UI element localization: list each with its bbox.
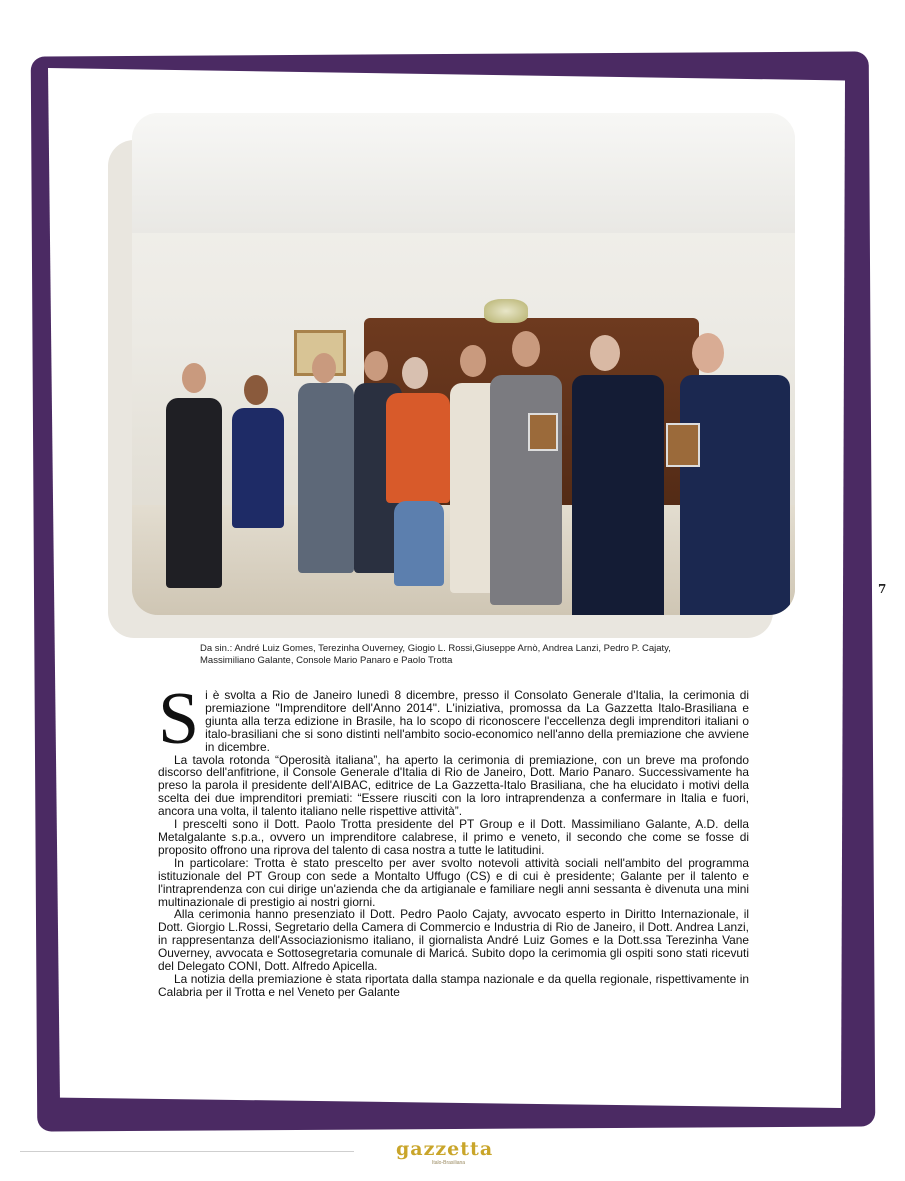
award-plaque [666,423,700,467]
group-photo [132,113,795,615]
page-number: 7 [878,582,887,596]
article-paragraph: Alla cerimonia hanno presenziato il Dott. Pedro Paolo Cajaty, avvocato esperto in Diritto Internazionale, il Dott. Giorgio L.Rossi, Segretario della Camera di Commercio e Industria di Rio de Janeiro, il Dott. Andrea Lanzi, in rappresentanza dell'Associazionismo italiano, il giornalista André Luiz Gomes e la Dott.ssa Terezinha Vane Ouverney, avvocata e Sottosegretaria comunale di Maricá. Subito dopo la cerimomia gli ospiti sono stati ricevuti del Delegato CONI, Dott. Alfredo Apicella. [158,907,749,974]
gazzetta-logo [396,1138,508,1166]
award-plaque [528,413,558,451]
vase [484,299,528,323]
article-paragraph: Si è svolta a Rio de Janeiro lunedì 8 dicembre, presso il Consolato Generale d'Italia, la cerimonia di premiazione "Imprenditore dell'Anno 2014". L'iniziativa, promossa da La Gazzetta Italo-Brasiliana e giunta alla terza edizione in Brasile, ha lo scopo di riconoscere l'eccellenza degli imprenditori italiani o italo-brasiliani che si sono distinti nell'ambito socio-economico nell'anno della premiazione che avviene in dicembre. [158,678,749,760]
drop-cap: S [158,678,200,760]
footer-divider [20,1151,354,1152]
logo-subtitle: Italo-Brasiliana [432,1160,466,1166]
article-body [158,678,749,999]
article-paragraph: In particolare: Trotta è stato prescelto per aver svolto notevoli attività sociali nell'ambito del programma istituzionale del PT Group con sede a Montalto Uffugo (CS) e di cui è presidente; Galante per il talento e l'intraprendenza con cui dirige un'azienda che da artigianale e familiare negli anni sessanta è divenuta una mini multinazionale di prestigio ai nostri giorni. [158,855,749,909]
logo-text: gazzetta [396,1138,494,1160]
article-paragraph: La tavola rotonda “Operosità italiana”, ha aperto la cerimonia di premiazione, con un breve ma profondo discorso dell'anfitrione, il Console Generale d'Italia di Rio de Janeiro, Dott. Mario Panaro. Successivamente ha preso la parola il presidente dell'AIBAC, editrice de La Gazzetta-Italo Brasiliana, che ha elucidato i motivi della scelta dei due imprenditori premiati: “Essere riusciti con la loro intraprendenza a confermare in Italia e fuori, ancora una volta, il talento italiano nelle rispettive attività”. [158,752,749,819]
photo-caption: Da sin.: André Luiz Gomes, Terezinha Ouverney, Giogio L. Rossi,Giuseppe Arnò, Andrea Lanzi, Pedro P. Cajaty, Massimiliano Galante, Console Mario Panaro e Paolo Trotta [200,643,671,666]
article-paragraph: La notizia della premiazione è stata riportata dalla stampa nazionale e da quella regionale, rispettivamente in Calabria per il Trotta e nel Veneto per Galante [158,971,749,999]
article-paragraph: I prescelti sono il Dott. Paolo Trotta presidente del PT Group e il Dott. Massimiliano Galante, A.D. della Metalgalante s.p.a., ovvero un imprenditore calabrese, il primo e veneto, il secondo che come se fosse di proposito offrono una riprova del talento di casa nostra a tutte le latitudini. [158,817,749,857]
